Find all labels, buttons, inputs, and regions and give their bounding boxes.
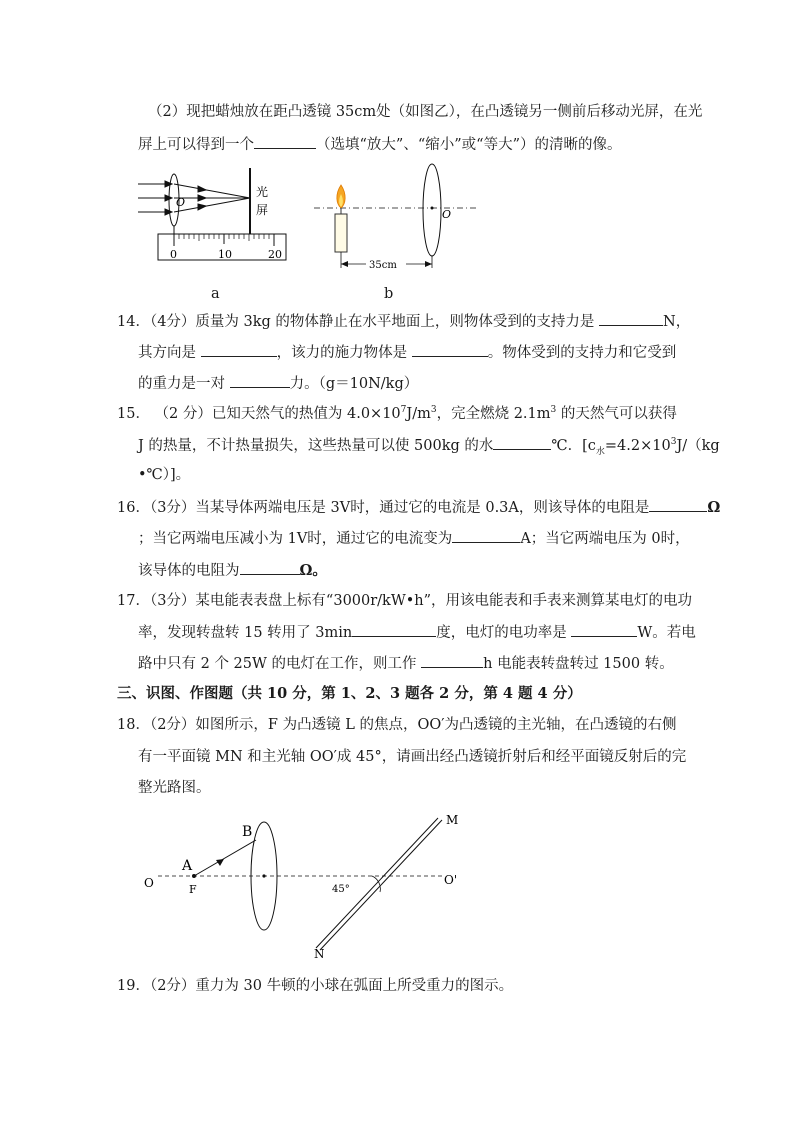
q15-text-1d: 的天然气可以获得 xyxy=(556,406,677,422)
fig-a-tick-0: 0 xyxy=(170,248,177,261)
q14-text-2b: ，该力的施力物体是 xyxy=(276,345,412,361)
q13-text-a: 屏上可以得到一个 xyxy=(138,137,254,153)
q19-line1: 19．（2分）重力为 30 牛顿的小球在弧面上所受重力的图示。 xyxy=(117,978,514,994)
q16-text-2a: ；当它两端电压减小为 1V时，通过它的电流变为 xyxy=(138,531,453,547)
figure-b xyxy=(310,160,480,274)
q14-line2 xyxy=(138,342,676,363)
q16-line1 xyxy=(117,497,720,518)
q16-text-2b: A；当它两端电压为 0时， xyxy=(520,531,690,547)
q18-line3: 整光路图。 xyxy=(138,780,211,796)
q17-line3 xyxy=(138,653,674,674)
fig-a-screen-label-2: 屏 xyxy=(256,203,269,217)
q16-line3 xyxy=(138,560,327,581)
fig-18-label-O: O xyxy=(144,876,154,890)
fig-a-caption: a xyxy=(211,286,220,302)
q17-blank-3[interactable] xyxy=(421,653,483,668)
q14-line1 xyxy=(117,311,690,332)
q15-sup-1: 7 xyxy=(400,405,407,416)
q17-blank-2[interactable] xyxy=(571,622,637,637)
q14-text-2a: 其方向是 xyxy=(138,345,201,361)
q17-text-3a: 路中只有 2 个 25W 的电灯在工作，则工作 xyxy=(138,656,422,672)
q15-text-2c: =4.2×10 xyxy=(604,438,671,454)
q14-blank-3[interactable] xyxy=(412,342,488,357)
q15-text-2a: J 的热量，不计热量损失，这些热量可以使 500kg 的水 xyxy=(138,438,494,454)
q16-blank-1[interactable] xyxy=(649,497,707,512)
q13-line2 xyxy=(138,134,621,155)
q16-text-1b: Ω xyxy=(707,499,721,516)
figure-18 xyxy=(136,810,476,960)
q15-blank-1[interactable] xyxy=(493,435,551,450)
q15-text-2b: ℃．[c xyxy=(551,438,596,454)
q13-text-b: （选填“放大”、“缩小”或“等大”）的清晰的像。 xyxy=(316,137,622,153)
fig-a-tick-20: 20 xyxy=(268,248,282,261)
q15-sub: 水 xyxy=(595,446,605,457)
fig-18-label-A: A xyxy=(182,858,193,874)
q14-line3 xyxy=(138,373,418,394)
fig-a-tick-10: 10 xyxy=(218,248,232,261)
q16-blank-3[interactable] xyxy=(240,560,300,575)
q15-line1 xyxy=(117,404,677,424)
q15-text-1b: J/m xyxy=(406,406,431,422)
q17-line2 xyxy=(138,622,696,643)
q16-text-3b: Ω。 xyxy=(299,562,327,579)
q15-sup-2: 3 xyxy=(430,405,437,416)
q18-line1: 18．（2分）如图所示，F 为凸透镜 L 的焦点，OO′为凸透镜的主光轴，在凸透镜的右侧 xyxy=(117,717,677,733)
fig-b-lens-label: O xyxy=(442,208,452,221)
q16-text-1a: 16．（3分）当某导体两端电压是 3V时，通过它的电流是 0.3A，则该导体的电阻是 xyxy=(117,500,650,516)
fig-b-caption: b xyxy=(384,286,394,302)
q17-text-2b: 度，电灯的电功率是 xyxy=(436,625,572,641)
q15-text-1c: ，完全燃烧 2.1m xyxy=(436,406,551,422)
q15-line3: •℃）]。 xyxy=(138,467,191,483)
q15-sup-3: 3 xyxy=(550,405,557,416)
q15-line2 xyxy=(138,435,720,456)
q14-text-3b: 力。（g＝10N/kg） xyxy=(289,376,419,392)
q14-text-1a: 14．（4分）质量为 3kg 的物体静止在水平地面上，则物体受到的支持力是 xyxy=(117,314,600,330)
fig-18-label-N: N xyxy=(314,947,325,960)
fig-18-label-F: F xyxy=(189,883,197,896)
q14-text-2c: 。物体受到的支持力和它受到 xyxy=(487,345,677,361)
q16-text-3a: 该导体的电阻为 xyxy=(138,563,240,579)
q13-line1: （2）现把蜡烛放在距凸透镜 35cm处（如图乙），在凸透镜另一侧前后移动光屏，在光 xyxy=(148,104,703,120)
q17-line1: 17．（3分）某电能表表盘上标有“3000r/kW•h”，用该电能表和手表来测算某电灯的电功 xyxy=(117,593,693,609)
fig-18-angle-label: 45° xyxy=(332,884,350,895)
q17-text-2a: 率，发现转盘转 15 转用了 3min xyxy=(138,625,353,641)
fig-a-lens-label: O xyxy=(176,196,186,209)
q14-text-1b: N， xyxy=(663,314,691,330)
q18-line2: 有一平面镜 MN 和主光轴 OO′成 45°，请画出经凸透镜折射后和经平面镜反射后的完 xyxy=(138,749,687,765)
fig-a-screen-label-1: 光 xyxy=(256,185,269,199)
q16-blank-2[interactable] xyxy=(452,528,520,543)
q17-text-2c: W。若电 xyxy=(637,625,696,641)
q15-text-2d: J/（kg xyxy=(676,438,720,454)
q13-answer-blank[interactable] xyxy=(254,134,316,149)
q14-text-3a: 的重力是一对 xyxy=(138,376,230,392)
fig-b-distance-label: 35cm xyxy=(369,260,397,271)
q15-text-1a: 15． （2 分）已知天然气的热值为 4.0×10 xyxy=(117,406,401,422)
fig-18-label-B: B xyxy=(242,824,253,840)
q17-blank-1[interactable] xyxy=(352,622,436,637)
fig-18-label-O-prime: O' xyxy=(444,873,458,887)
q14-blank-1[interactable] xyxy=(599,311,663,326)
fig-18-label-M: M xyxy=(446,813,459,827)
q17-text-3b: h 电能表转盘转过 1500 转。 xyxy=(483,656,674,672)
q14-blank-2[interactable] xyxy=(201,342,277,357)
q15-sup-4: 3 xyxy=(670,437,677,448)
q16-line2 xyxy=(138,528,690,549)
section-3-heading: 三、识图、作图题（共 10 分，第 1、2、3 题各 2 分，第 4 题 4 分） xyxy=(117,685,582,702)
figure-a xyxy=(136,168,296,268)
q14-blank-4[interactable] xyxy=(230,373,290,388)
